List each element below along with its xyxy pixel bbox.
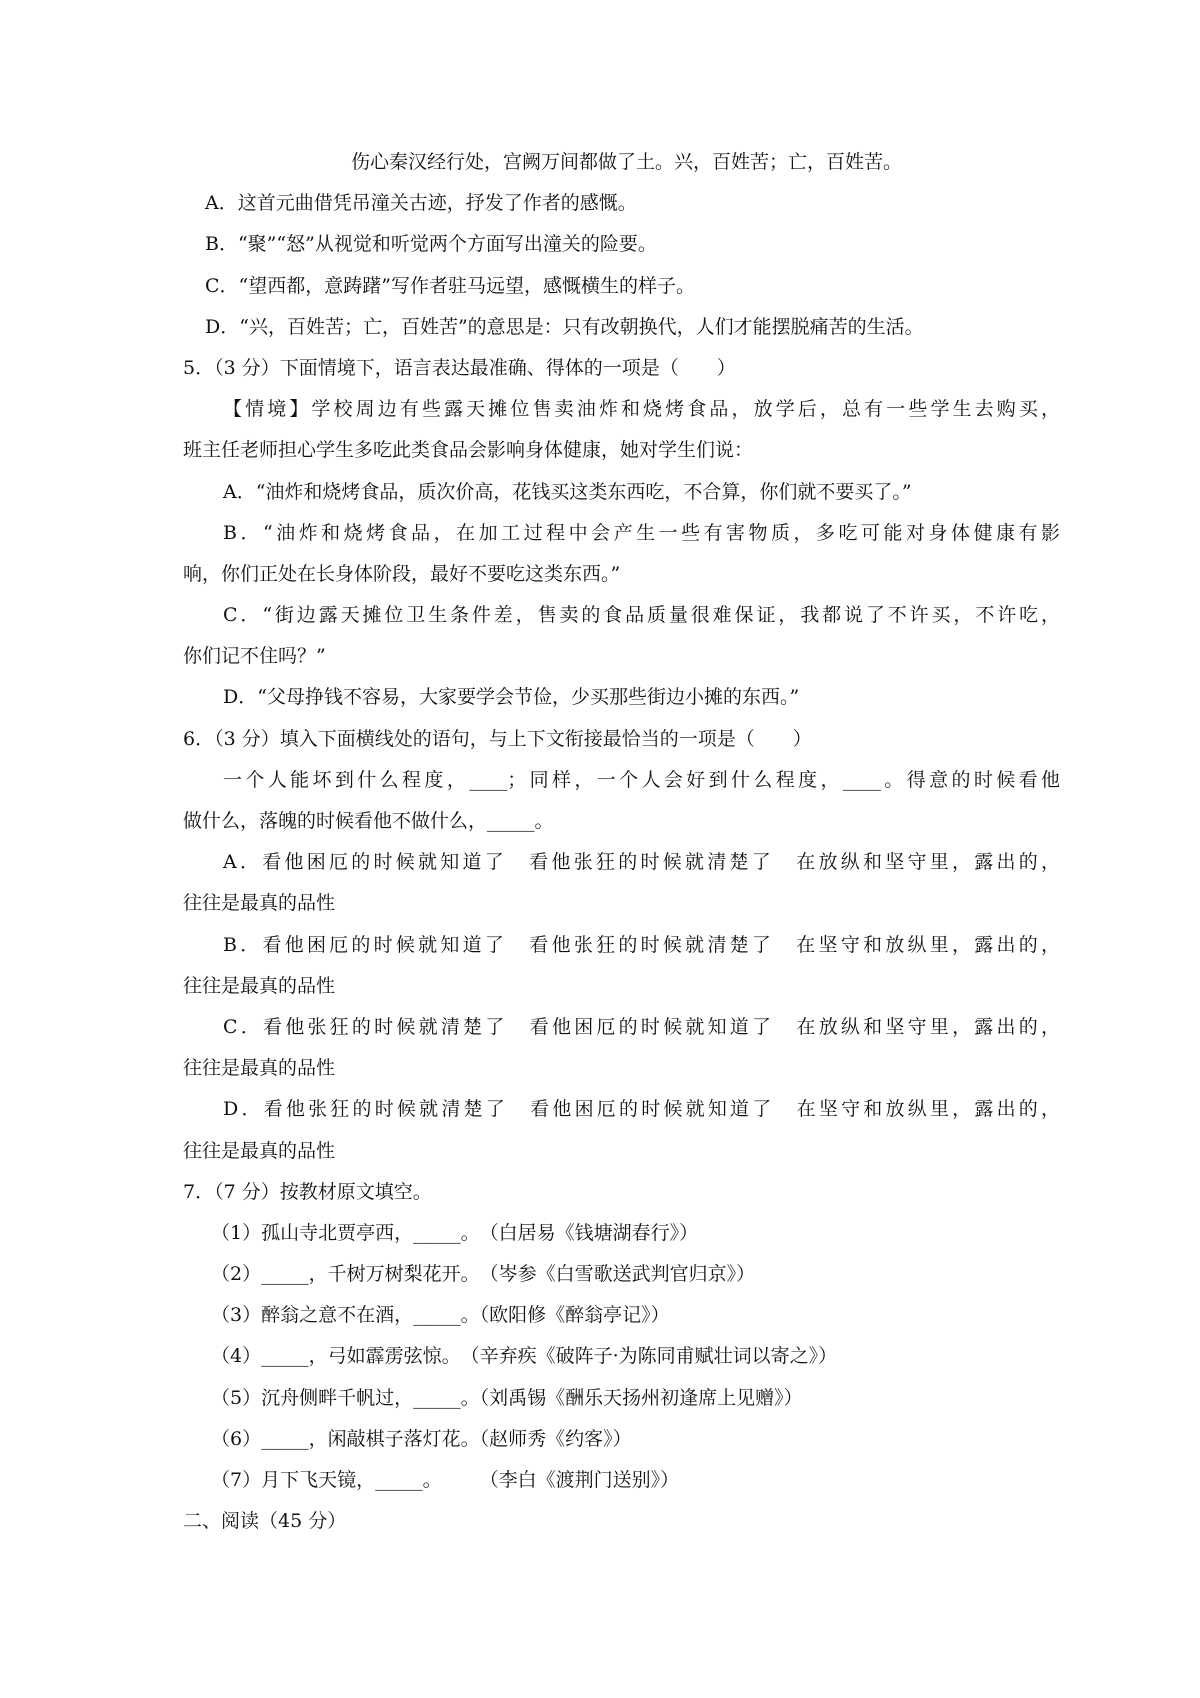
q7-item-4: （4）_____，弓如霹雳弦惊。 （辛弃疾《破阵子·为陈同甫赋壮词以寄之》） <box>211 1345 838 1368</box>
q4-option-c: C．“望西都，意踌躇”写作者驻马远望，感慨横生的样子。 <box>205 274 695 297</box>
q4-option-b: B．“聚”“怒”从视觉和听觉两个方面写出潼关的险要。 <box>205 233 657 256</box>
q4-option-a: A．这首元曲借凭吊潼关古迹，抒发了作者的感慨。 <box>205 192 637 215</box>
q7-item-5: （5）沉舟侧畔千帆过，_____。（刘禹锡《酬乐天扬州初逢席上见赠》） <box>211 1386 803 1409</box>
q7-item-2: （2）_____，千树万树梨花开。 （岑参《白雪歌送武判官归京》） <box>211 1263 756 1286</box>
q6-option-c-line-1: C．看他张狂的时候就清楚了 看他困厄的时候就知道了 在放纵和坚守里，露出的， <box>223 1015 1060 1038</box>
q5-option-d: D．“父母挣钱不容易，大家要学会节俭，少买那些街边小摊的东西。” <box>223 686 800 709</box>
q5-option-b-line-2: 响，你们正处在长身体阶段，最好不要吃这类东西。” <box>183 562 621 585</box>
q7-item-7: （7）月下飞天镜，_____。 （李白《渡荆门送别》） <box>211 1469 680 1491</box>
q5-stem: 5．（3 分）下面情境下，语言表达最准确、得体的一项是（ ） <box>183 356 736 379</box>
q6-passage-line-1: 一个人能坏到什么程度，____；同样，一个人会好到什么程度，____。得意的时候看他 <box>223 768 1060 791</box>
q7-item-3: （3）醉翁之意不在酒，_____。（欧阳修《醉翁亭记》） <box>211 1304 670 1327</box>
q5-option-c-line-1: C．“街边露天摊位卫生条件差，售卖的食品质量很难保证，我都说了不许买，不许吃， <box>223 604 1060 627</box>
q5-context-line-2: 班主任老师担心学生多吃此类食品会影响身体健康，她对学生们说： <box>183 439 754 462</box>
q6-option-d-line-1: D．看他张狂的时候就清楚了 看他困厄的时候就知道了 在坚守和放纵里，露出的， <box>223 1098 1060 1121</box>
section-heading-reading: 二、阅读（45 分） <box>183 1510 347 1533</box>
q7-item-1: （1）孤山寺北贾亭西，_____。 （白居易《钱塘湖春行》） <box>211 1221 699 1244</box>
q7-item-6: （6）_____，闲敲棋子落灯花。（赵师秀《约客》） <box>211 1427 632 1450</box>
q5-context-line-1: 【情境】学校周边有些露天摊位售卖油炸和烧烤食品，放学后，总有一些学生去购买， <box>223 398 1060 421</box>
q6-passage-line-2: 做什么，落魄的时候看他不做什么，_____。 <box>183 810 554 832</box>
q6-option-a-line-1: A．看他困厄的时候就知道了 看他张狂的时候就清楚了 在放纵和坚守里，露出的， <box>223 851 1060 874</box>
q6-option-b-line-2: 往往是最真的品性 <box>183 974 336 997</box>
q6-option-a-line-2: 往往是最真的品性 <box>183 892 336 915</box>
q6-option-c-line-2: 往往是最真的品性 <box>183 1057 336 1080</box>
q4-option-d: D．“兴，百姓苦；亡，百姓苦”的意思是：只有改朝换代，人们才能摆脱痛苦的生活。 <box>205 315 924 338</box>
q6-option-d-line-2: 往往是最真的品性 <box>183 1139 336 1162</box>
q5-option-c-line-2: 你们记不住吗？” <box>183 645 326 668</box>
poem-last-line: 伤心秦汉经行处，宫阙万间都做了土。兴，百姓苦；亡，百姓苦。 <box>350 151 902 173</box>
q6-stem: 6．（3 分）填入下面横线处的语句，与上下文衔接最恰当的一项是（ ） <box>183 727 812 750</box>
q7-stem: 7．（7 分）按教材原文填空。 <box>183 1180 432 1203</box>
q5-option-b-line-1: B．“油炸和烧烤食品，在加工过程中会产生一些有害物质，多吃可能对身体健康有影 <box>223 521 1060 544</box>
q6-option-b-line-1: B．看他困厄的时候就知道了 看他张狂的时候就清楚了 在坚守和放纵里，露出的， <box>223 933 1060 956</box>
q5-option-a: A．“油炸和烧烤食品，质次价高，花钱买这类东西吃，不合算，你们就不要买了。” <box>223 480 912 503</box>
